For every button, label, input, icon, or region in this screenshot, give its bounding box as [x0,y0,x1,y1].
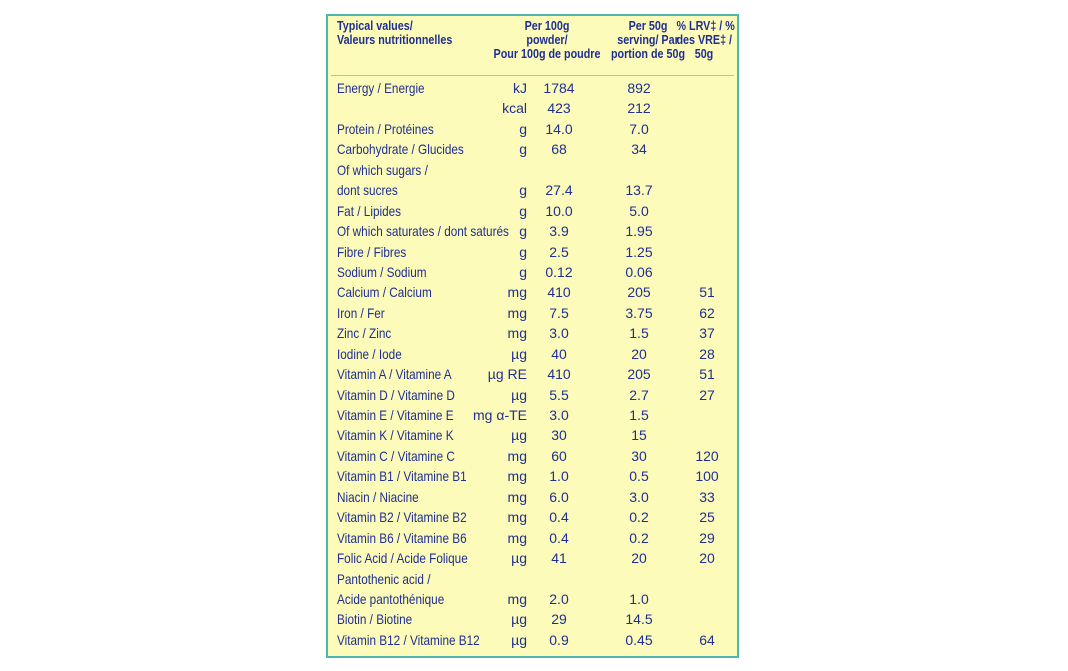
per-50g-value: 1.25 [625,243,653,260]
header-per-50g: Per 50g serving/ Par portion de 50g [610,19,686,61]
lrv-percent-value: 33 [699,488,715,505]
per-100g-value: 3.0 [549,325,569,342]
nutrient-label: Calcium / Calcium [337,284,432,301]
nutrient-label: Of which saturates / dont saturés [337,223,509,240]
per-50g-value: 1.95 [625,223,653,240]
nutrient-label: Of which sugars / [337,161,428,178]
header-divider [331,75,734,76]
table-row [328,487,737,507]
unit-cell: mg [507,468,527,485]
table-row [328,282,737,302]
table-row [328,364,737,384]
per-100g-value: 3.0 [549,407,569,423]
unit-cell: mg [507,325,527,342]
lrv-percent-value: 27 [699,386,715,403]
per-50g-value: 892 [627,80,651,96]
table-row [328,569,737,589]
unit-cell: g [519,243,527,260]
nutrient-label: Vitamin K / Vitamine K [337,427,454,444]
lrv-percent-value: 62 [699,304,715,321]
table-row [328,78,737,98]
table-row [328,180,737,200]
per-100g-value: 1.0 [549,468,569,485]
table-row [328,344,737,364]
table-row [328,385,737,405]
nutrient-label: Niacin / Niacine [337,488,419,505]
per-50g-value: 1.5 [629,407,649,423]
unit-cell: mg [507,488,527,505]
nutrient-label: Protein / Protéines [337,120,434,137]
unit-cell: mg [507,284,527,301]
lrv-percent-value: 20 [699,550,715,567]
nutrition-table [326,14,739,658]
nutrient-label: Folic Acid / Acide Folique [337,550,468,567]
table-row [328,139,737,159]
table-row [328,589,737,609]
table-row [328,242,737,262]
nutrient-label: Vitamin C / Vitamine C [337,447,455,464]
per-50g-value: 20 [631,345,647,362]
nutrient-label: Vitamin E / Vitamine E [337,407,454,423]
lrv-percent-value: 29 [699,529,715,546]
nutrient-label: Zinc / Zinc [337,325,392,342]
lrv-percent-value: 51 [699,366,715,383]
per-50g-value: 7.0 [629,120,649,137]
per-50g-value: 14.5 [625,611,653,628]
nutrient-label: Fat / Lipides [337,202,402,219]
unit-cell: g [519,120,527,137]
per-50g-value: 13.7 [625,182,653,199]
per-100g-value: 410 [547,284,571,301]
per-100g-value: 0.4 [549,509,569,526]
table-row [328,446,737,466]
per-100g-value: 3.9 [549,223,569,240]
per-50g-value: 5.0 [629,202,649,219]
nutrient-label: Acide pantothénique [337,590,445,607]
per-50g-value: 0.5 [629,468,649,485]
per-100g-value: 30 [551,427,567,444]
per-100g-value: 14.0 [545,120,573,137]
unit-cell: µg [511,386,527,403]
nutrient-label: Energy / Energie [337,80,425,96]
per-50g-value: 1.0 [629,590,649,607]
per-100g-value: 0.12 [545,263,573,280]
per-50g-value: 0.2 [629,509,649,526]
unit-cell: mg α-TE [473,407,527,423]
unit-cell: µg [511,345,527,362]
per-50g-value: 0.06 [625,263,653,280]
unit-cell: mg [507,529,527,546]
header-lrv-percent: % LRV‡ / % des VRE‡ / 50g [676,19,735,61]
per-50g-value: 20 [631,550,647,567]
unit-cell: µg [511,427,527,444]
unit-cell: g [519,182,527,199]
per-50g-value: 3.0 [629,488,649,505]
nutrient-label: Fibre / Fibres [337,243,407,260]
unit-cell: g [519,263,527,280]
nutrient-label: Vitamin B6 / Vitamine B6 [337,529,467,546]
per-50g-value: 212 [627,100,651,117]
per-100g-value: 6.0 [549,488,569,505]
lrv-percent-value: 28 [699,345,715,362]
per-50g-value: 0.45 [625,631,653,648]
table-row [328,323,737,343]
unit-cell: mg [507,590,527,607]
table-row [328,303,737,323]
unit-cell: mg [507,447,527,464]
nutrient-label: Iodine / Iode [337,345,402,362]
per-100g-value: 1784 [543,80,575,96]
per-50g-value: 15 [631,427,647,444]
per-100g-value: 10.0 [545,202,573,219]
table-body [328,78,737,650]
table-row [328,98,737,118]
unit-cell: µg [511,611,527,628]
per-100g-value: 29 [551,611,567,628]
table-row [328,528,737,548]
unit-cell: kJ [513,80,527,96]
unit-cell: mg [507,304,527,321]
per-50g-value: 205 [627,366,651,383]
lrv-percent-value: 51 [699,284,715,301]
unit-cell: µg RE [487,366,527,383]
per-100g-value: 41 [551,550,567,567]
table-row [328,630,737,650]
nutrient-label: Carbohydrate / Glucides [337,141,464,158]
per-100g-value: 68 [551,141,567,158]
unit-cell: mg [507,509,527,526]
per-100g-value: 0.4 [549,529,569,546]
per-50g-value: 30 [631,447,647,464]
per-50g-value: 34 [631,141,647,158]
per-100g-value: 423 [547,100,571,117]
per-50g-value: 3.75 [625,304,653,321]
unit-cell: µg [511,631,527,648]
per-100g-value: 60 [551,447,567,464]
unit-cell: g [519,223,527,240]
nutrient-label: Sodium / Sodium [337,263,427,280]
nutrient-label: Biotin / Biotine [337,611,413,628]
table-row [328,609,737,629]
per-50g-value: 0.2 [629,529,649,546]
table-row [328,119,737,139]
nutrient-label: Vitamin B1 / Vitamine B1 [337,468,467,485]
per-100g-value: 40 [551,345,567,362]
per-50g-value: 1.5 [629,325,649,342]
per-50g-value: 205 [627,284,651,301]
table-row [328,507,737,527]
lrv-percent-value: 64 [699,631,715,648]
per-100g-value: 27.4 [545,182,573,199]
unit-cell: kcal [502,100,527,117]
table-row [328,201,737,221]
table-row [328,221,737,241]
table-row [328,466,737,486]
table-row [328,405,737,425]
header-per-100g: Per 100g powder/ Pour 100g de poudre [493,19,601,61]
table-row [328,548,737,568]
unit-cell: µg [511,550,527,567]
nutrient-label: Pantothenic acid / [337,570,431,587]
per-100g-value: 410 [547,366,571,383]
nutrient-label: Vitamin A / Vitamine A [337,366,452,383]
nutrient-label: Vitamin B12 / Vitamine B12 [337,631,480,648]
per-100g-value: 2.0 [549,590,569,607]
unit-cell: g [519,141,527,158]
per-100g-value: 0.9 [549,631,569,648]
nutrient-label: dont sucres [337,182,398,199]
lrv-percent-value: 37 [699,325,715,342]
table-row [328,262,737,282]
table-row [328,425,737,445]
unit-cell: g [519,202,527,219]
lrv-percent-value: 120 [695,447,719,464]
per-100g-value: 7.5 [549,304,569,321]
nutrient-label: Vitamin D / Vitamine D [337,386,455,403]
table-row [328,160,737,180]
per-100g-value: 2.5 [549,243,569,260]
header-typical-values: Typical values/ Valeurs nutritionnelles [337,19,453,47]
lrv-percent-value: 100 [695,468,719,485]
nutrient-label: Vitamin B2 / Vitamine B2 [337,509,467,526]
per-100g-value: 5.5 [549,386,569,403]
table-header [328,16,737,76]
nutrient-label: Iron / Fer [337,304,385,321]
lrv-percent-value: 25 [699,509,715,526]
per-50g-value: 2.7 [629,386,649,403]
